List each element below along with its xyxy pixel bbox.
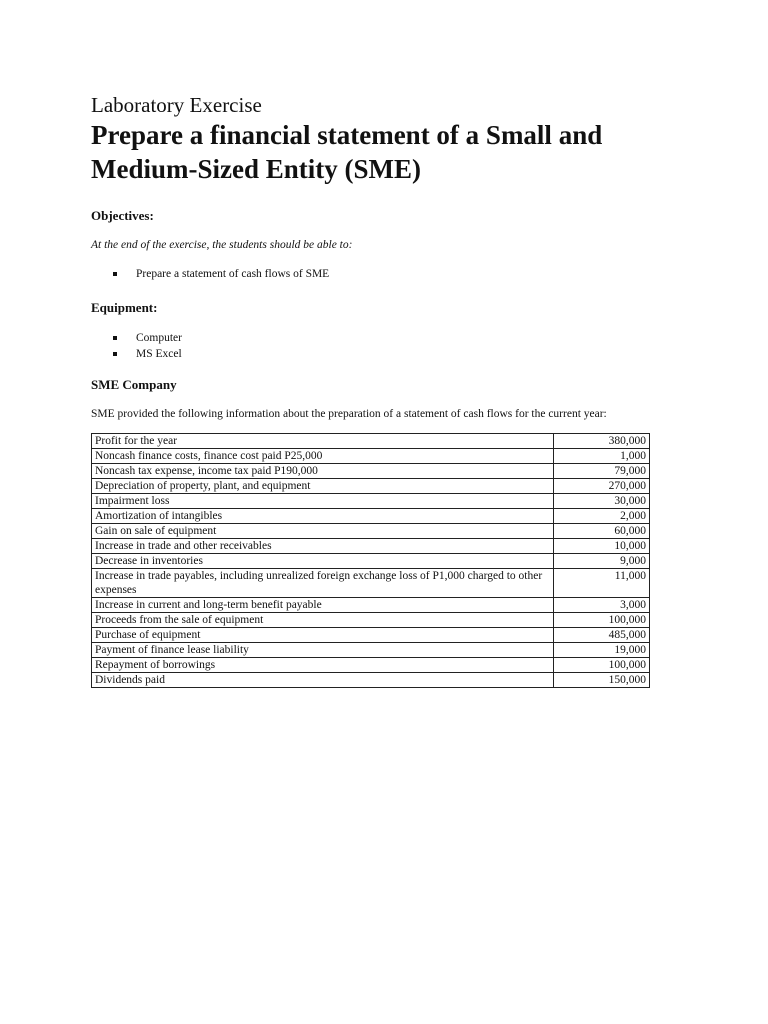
bullet-icon [113,272,117,276]
row-amount: 19,000 [554,643,650,658]
row-amount: 11,000 [554,569,650,598]
table-row [92,539,650,554]
table-row [92,658,650,673]
table-row [92,449,650,464]
bullet-icon [113,336,117,340]
cash-flow-data-table [91,433,650,688]
row-label: Proceeds from the sale of equipment [92,613,554,628]
bullet-icon [113,352,117,356]
row-label: Repayment of borrowings [92,658,554,673]
table-row [92,434,650,449]
list-item [113,266,651,282]
row-label: Increase in trade payables, including unrealized foreign exchange loss of P1,000 charged to other expenses [92,569,554,598]
equipment-text: Computer [136,332,182,344]
row-amount: 79,000 [554,464,650,479]
table-row [92,598,650,613]
table-row [92,494,650,509]
row-label: Dividends paid [92,673,554,688]
objectives-list [91,266,651,282]
row-label: Payment of finance lease liability [92,643,554,658]
row-amount: 100,000 [554,613,650,628]
row-label: Gain on sale of equipment [92,524,554,539]
list-item [113,346,651,362]
row-label: Noncash tax expense, income tax paid P190,000 [92,464,554,479]
row-label: Profit for the year [92,434,554,449]
row-amount: 30,000 [554,494,650,509]
table-row [92,673,650,688]
table-row [92,479,650,494]
table-row [92,613,650,628]
row-label: Increase in trade and other receivables [92,539,554,554]
table-row [92,643,650,658]
row-label: Noncash finance costs, finance cost paid P25,000 [92,449,554,464]
row-label: Depreciation of property, plant, and equipment [92,479,554,494]
row-label: Decrease in inventories [92,554,554,569]
company-heading: SME Company [91,377,177,392]
objectives-heading: Objectives: [91,208,154,223]
table-row [92,569,650,598]
objective-text: Prepare a statement of cash flows of SME [136,268,330,280]
row-amount: 10,000 [554,539,650,554]
equipment-heading: Equipment: [91,300,158,315]
document-kicker: Laboratory Exercise [91,93,262,117]
row-amount: 2,000 [554,509,650,524]
row-amount: 380,000 [554,434,650,449]
table-row [92,554,650,569]
row-label: Increase in current and long-term benefit payable [92,598,554,613]
table-row [92,524,650,539]
row-label: Impairment loss [92,494,554,509]
table-row [92,509,650,524]
row-amount: 60,000 [554,524,650,539]
row-amount: 100,000 [554,658,650,673]
row-amount: 9,000 [554,554,650,569]
company-description: SME provided the following information about the preparation of a statement of cash flows for the current year: [91,408,607,420]
row-amount: 485,000 [554,628,650,643]
table-row [92,628,650,643]
document-title: Prepare a financial statement of a Small and Medium-Sized Entity (SME) [91,120,603,184]
table-row [92,464,650,479]
row-amount: 150,000 [554,673,650,688]
objectives-intro: At the end of the exercise, the students should be able to: [91,239,353,251]
document-page [91,92,651,688]
list-item [113,330,651,346]
row-amount: 3,000 [554,598,650,613]
row-amount: 270,000 [554,479,650,494]
row-label: Amortization of intangibles [92,509,554,524]
equipment-list [91,330,651,362]
equipment-text: MS Excel [136,348,182,360]
row-amount: 1,000 [554,449,650,464]
row-label: Purchase of equipment [92,628,554,643]
